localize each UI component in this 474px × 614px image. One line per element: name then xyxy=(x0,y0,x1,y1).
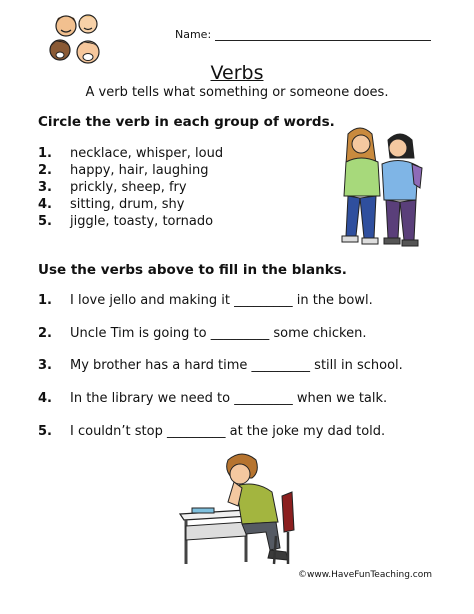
item-number: 4. xyxy=(38,197,52,212)
boy xyxy=(227,454,288,560)
name-blank-line[interactable] xyxy=(215,29,431,41)
girl-right xyxy=(382,134,422,246)
item-number: 2. xyxy=(38,163,52,178)
item-text: necklace, whisper, loud xyxy=(70,146,224,161)
list-item xyxy=(38,197,184,212)
name-field-row xyxy=(175,28,431,41)
list-item xyxy=(38,424,385,439)
list-item xyxy=(38,180,187,195)
list-item xyxy=(38,293,373,308)
list-item xyxy=(38,214,213,229)
item-text: My brother has a hard time _________ still in school. xyxy=(70,358,403,373)
item-text: I love jello and making it _________ in the bowl. xyxy=(70,293,373,308)
item-text: happy, hair, laughing xyxy=(70,163,209,178)
item-number: 3. xyxy=(38,358,52,373)
name-label: Name: xyxy=(175,28,212,41)
section2-heading: Use the verbs above to fill in the blanks. xyxy=(38,262,347,278)
list-item xyxy=(38,391,387,406)
girl-left xyxy=(342,128,380,244)
item-text: prickly, sheep, fry xyxy=(70,180,187,195)
copyright-footer: ©www.HaveFunTeaching.com xyxy=(297,570,432,580)
face-icon xyxy=(56,16,76,36)
item-text: In the library we need to _________ when we talk. xyxy=(70,391,388,406)
section1-heading: Circle the verb in each group of words. xyxy=(38,114,335,130)
girls-whispering-illustration xyxy=(330,124,430,250)
item-text: sitting, drum, shy xyxy=(70,197,185,212)
item-text: Uncle Tim is going to _________ some chicken. xyxy=(70,326,367,341)
item-number: 3. xyxy=(38,180,52,195)
item-number: 2. xyxy=(38,326,52,341)
item-text: jiggle, toasty, tornado xyxy=(70,214,214,229)
item-text: I couldn’t stop _________ at the joke my dad told. xyxy=(70,424,386,439)
item-number: 5. xyxy=(38,424,52,439)
face-icon xyxy=(50,40,70,60)
desk xyxy=(180,508,250,564)
face-icon xyxy=(77,41,99,63)
list-item xyxy=(38,163,209,178)
boy-at-desk-illustration xyxy=(176,452,300,570)
list-item xyxy=(38,146,223,161)
list-item xyxy=(38,326,366,341)
item-number: 5. xyxy=(38,214,52,229)
item-number: 1. xyxy=(38,146,52,161)
item-number: 1. xyxy=(38,293,52,308)
item-number: 4. xyxy=(38,391,52,406)
list-item xyxy=(38,358,403,373)
page-subtitle: A verb tells what something or someone does. xyxy=(85,85,389,100)
page-title: Verbs xyxy=(210,62,264,84)
face-icon xyxy=(79,15,97,33)
